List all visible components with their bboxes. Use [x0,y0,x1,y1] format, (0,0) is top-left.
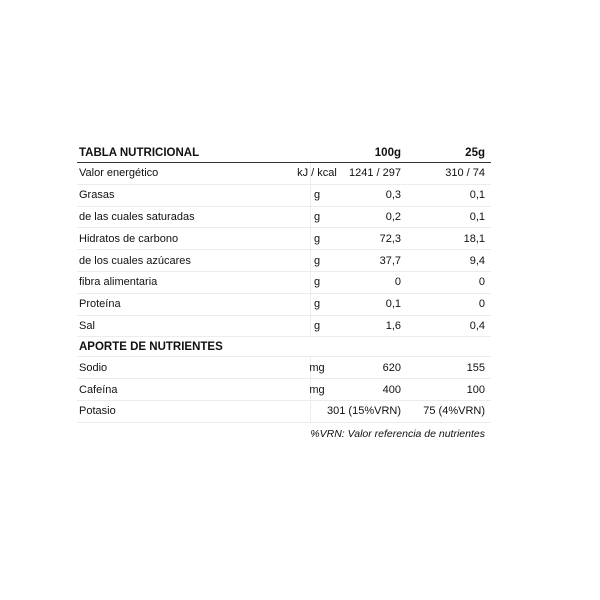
nutrient-name: fibra alimentaria [79,276,158,289]
section-header [77,337,491,357]
value-100g: 72,3 [379,232,401,245]
nutrient-unit: g [313,276,321,289]
nutrient-unit: g [313,210,321,223]
value-25g: 100 [466,383,485,396]
nutrient-unit: g [313,189,321,202]
footnote [77,423,491,445]
value-25g: 18,1 [463,232,485,245]
nutrient-name: Valor energético [79,167,159,180]
value-100g: 0 [394,276,401,289]
table-row [77,316,491,338]
nutrient-name: Sal [79,319,95,332]
table-row [77,185,491,207]
nutrient-unit: mg [309,383,325,396]
nutrient-unit: g [313,298,321,311]
column-header-25g: 25g [465,147,485,159]
nutrient-name: de las cuales saturadas [79,210,195,223]
value-100g: 0,2 [385,210,401,223]
value-25g: 9,4 [469,254,485,267]
value-25g: 155 [466,361,485,374]
nutrient-name: Hidratos de carbono [79,232,179,245]
nutrient-unit: mg [309,361,325,374]
value-100g: 620 [382,361,401,374]
table-row [77,401,491,423]
value-100g: 0,1 [385,298,401,311]
value-100g: 400 [382,383,401,396]
nutrient-unit: g [313,254,321,267]
table-row [77,207,491,229]
value-25g: 310 / 74 [445,167,485,180]
value-25g: 75 (4%VRN) [423,405,485,418]
nutrient-unit: kJ / kcal [297,167,337,180]
column-header-100g: 100g [374,147,401,159]
table-row [77,294,491,316]
value-100g: 0,3 [385,189,401,202]
value-100g: 301 (15%VRN) [327,405,401,418]
value-25g: 0,4 [469,319,485,332]
table-header [77,144,491,163]
section-title: APORTE DE NUTRIENTES [79,340,223,353]
nutrient-name: Sodio [79,361,108,374]
nutrient-unit: g [313,232,321,245]
table-row [77,272,491,294]
value-100g: 1241 / 297 [349,167,401,180]
footnote-text: %VRN: Valor referencia de nutrientes [310,427,485,440]
table-row [77,250,491,272]
table-row [77,163,491,185]
value-25g: 0 [478,276,485,289]
value-100g: 1,6 [385,319,401,332]
value-25g: 0,1 [469,210,485,223]
nutrient-name: Grasas [79,189,115,202]
nutrient-unit: g [313,319,321,332]
nutrient-name: de los cuales azúcares [79,254,191,267]
table-title: TABLA NUTRICIONAL [79,147,200,159]
table-row [77,228,491,250]
table-row [77,357,491,379]
value-100g: 37,7 [379,254,401,267]
table-row [77,379,491,401]
nutrition-table [77,144,491,445]
nutrient-name: Potasio [79,405,116,418]
value-25g: 0 [478,298,485,311]
nutrient-name: Cafeína [79,383,118,396]
nutrient-name: Proteína [79,298,121,311]
value-25g: 0,1 [469,189,485,202]
